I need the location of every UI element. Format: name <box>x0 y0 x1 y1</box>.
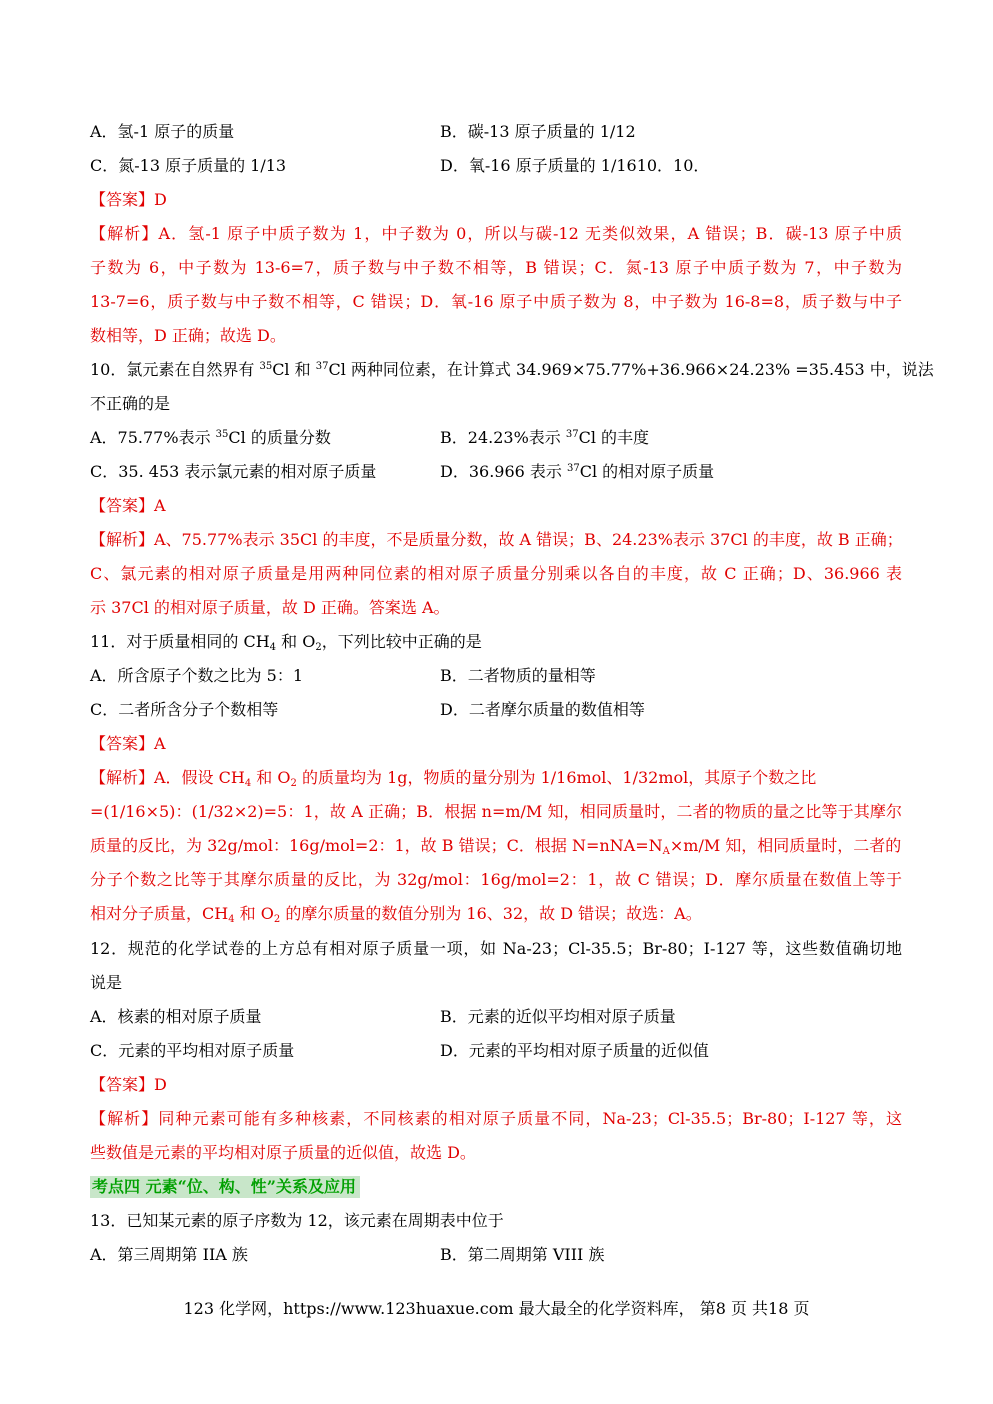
q12-option-b: B．元素的近似平均相对原子质量 <box>440 1007 676 1026</box>
section-heading: 考点四 元素“位、构、性”关系及应用 <box>90 1176 360 1198</box>
q9-option-d: D．氧-16 原子质量的 1/1610．10． <box>440 156 710 175</box>
explanation-text: 和 O <box>234 904 274 923</box>
explanation-text: 的质量均为 1g，物质的量分别为 1/16mol、1/32mol，其原子个数之比 <box>296 768 817 787</box>
q11-stem <box>90 631 902 653</box>
option-text: 的丰度 <box>595 428 650 447</box>
mass-number-35: 35 <box>259 361 273 372</box>
mass-number-35: 35 <box>215 429 229 440</box>
chlorine-symbol: Cl <box>579 462 598 481</box>
q11-stem-text: ，下列比较中正确的是 <box>321 632 482 651</box>
subscript-2: 2 <box>290 778 297 789</box>
q10-option-a <box>90 428 331 447</box>
mass-number-37: 37 <box>315 361 329 372</box>
q9-option-row-2 <box>90 155 902 177</box>
option-text: D．36.966 表示 <box>440 462 567 481</box>
q11-explanation-line-1 <box>90 767 902 789</box>
q12-option-row-2 <box>90 1040 902 1062</box>
q11-option-c: C．二者所含分子个数相等 <box>90 700 279 719</box>
q12-stem-line-2: 说是 <box>90 973 123 992</box>
q12-option-row-1 <box>90 1006 902 1028</box>
q11-explanation-line-4: 分子个数之比等于其摩尔质量的反比，为 32g/mol：16g/mol=2：1，故 C 错误；D．摩尔质量在数值上等于 <box>90 870 902 889</box>
q11-answer: 【答案】A <box>90 734 166 753</box>
q11-option-b: B．二者物质的量相等 <box>440 666 596 685</box>
q10-stem-line-2: 不正确的是 <box>90 394 171 413</box>
q9-option-c: C．氮-13 原子质量的 1/13 <box>90 156 287 175</box>
q9-answer: 【答案】D <box>90 190 167 209</box>
q11-option-row-1 <box>90 665 902 687</box>
option-text: B．24.23%表示 <box>440 428 566 447</box>
q12-option-d: D．元素的平均相对原子质量的近似值 <box>440 1041 709 1060</box>
q11-explanation-line-3 <box>90 835 902 857</box>
q11-explanation-line-5 <box>90 903 902 925</box>
subscript-2: 2 <box>315 642 322 653</box>
option-text: A．75.77%表示 <box>90 428 216 447</box>
subscript-2: 2 <box>273 914 281 925</box>
q12-explanation-line-2: 些数值是元素的平均相对原子质量的近似值，故选 D。 <box>90 1143 476 1162</box>
explanation-text: 相对分子质量，CH <box>90 904 229 923</box>
page-footer: 123 化学网，https://www.123huaxue.com 最大最全的化学资料库， 第8 页 共18 页 <box>183 1299 810 1318</box>
q13-stem: 13．已知某元素的原子序数为 12，该元素在周期表中位于 <box>90 1211 504 1230</box>
q12-option-c: C．元素的平均相对原子质量 <box>90 1041 295 1060</box>
chlorine-symbol: Cl <box>228 428 246 447</box>
q10-option-row-1 <box>90 427 902 449</box>
q9-option-row-1 <box>90 121 902 143</box>
q10-explanation-line-2: C、氯元素的相对原子质量是用两种同位素的相对原子质量分别乘以各自的丰度，故 C 正确；D、36.966 表 <box>90 564 902 583</box>
q12-explanation-line-1: 【解析】同种元素可能有多种核素，不同核素的相对原子质量不同，Na-23；Cl-35.5；Br-80；I-127 等，这 <box>90 1109 902 1128</box>
q11-option-d: D．二者摩尔质量的数值相等 <box>440 700 645 719</box>
subscript-4: 4 <box>269 642 277 653</box>
chlorine-symbol: Cl <box>272 360 290 379</box>
chlorine-symbol: Cl <box>578 428 596 447</box>
q10-answer: 【答案】A <box>90 496 166 515</box>
subscript-4: 4 <box>244 778 252 789</box>
q9-option-a: A．氢-1 原子的质量 <box>90 122 235 141</box>
option-text: 的相对原子质量 <box>597 462 715 481</box>
q12-answer: 【答案】D <box>90 1075 167 1094</box>
q9-option-b: B．碳-13 原子质量的 1/12 <box>440 122 636 141</box>
q10-stem-text: 两种同位素，在计算式 34.969×75.77%+36.966×24.23% =35.453 中，说法 <box>345 360 934 379</box>
q13-option-b: B．第二周期第 VIII 族 <box>440 1245 605 1264</box>
q11-stem-text: 和 O <box>276 632 316 651</box>
mass-number-37: 37 <box>567 463 580 474</box>
q10-stem-text: 和 <box>289 360 316 379</box>
subscript-a: A <box>662 846 670 857</box>
explanation-text: 和 O <box>251 768 291 787</box>
q9-explanation-line-1: 【解析】A．氢-1 原子中质子数为 1，中子数为 0，所以与碳-12 无类似效果，A 错误；B．碳-13 原子中质 <box>90 224 902 243</box>
section-heading-row <box>90 1176 902 1198</box>
q11-stem-text: 11．对于质量相同的 CH <box>90 632 270 651</box>
explanation-text: 【解析】A．假设 CH <box>90 768 245 787</box>
q10-option-row-2 <box>90 461 902 483</box>
q11-option-a: A．所含原子个数之比为 5：1 <box>90 666 304 685</box>
q10-stem-line-1 <box>90 359 934 381</box>
mass-number-37: 37 <box>565 429 579 440</box>
explanation-text: 质量的反比，为 32g/mol：16g/mol=2：1，故 B 错误；C．根据 N=nNA=N <box>90 836 663 855</box>
q13-option-row-1 <box>90 1244 902 1266</box>
q10-explanation-line-1: 【解析】A、75.77%表示 35Cl 的丰度，不是质量分数，故 A 错误；B、24.23%表示 37Cl 的丰度，故 B 正确； <box>90 530 903 549</box>
q13-option-a: A．第三周期第 IIA 族 <box>90 1245 248 1264</box>
q11-explanation-line-2: =(1/16×5)：(1/32×2)=5：1，故 A 正确；B．根据 n=m/M 知，相同质量时，二者的物质的量之比等于其摩尔 <box>90 802 902 821</box>
q9-explanation-line-4: 数相等，D 正确；故选 D。 <box>90 326 286 345</box>
q12-stem-line-1: 12．规范的化学试卷的上方总有相对原子质量一项，如 Na-23；Cl-35.5；Br-80；I-127 等，这些数值确切地 <box>90 939 902 958</box>
q12-option-a: A．核素的相对原子质量 <box>90 1007 262 1026</box>
chlorine-symbol: Cl <box>328 360 346 379</box>
option-text: 的质量分数 <box>245 428 331 447</box>
q11-option-row-2 <box>90 699 902 721</box>
explanation-text: 的摩尔质量的数值分别为 16、32，故 D 错误；故选：A。 <box>280 904 702 923</box>
q9-explanation-line-2: 子数为 6，中子数为 13-6=7，质子数与中子数不相等，B 错误；C．氮-13 原子中质子数为 7，中子数为 <box>90 258 902 277</box>
subscript-4: 4 <box>228 914 235 925</box>
explanation-text: ×m/M 知，相同质量时，二者的 <box>669 836 902 855</box>
q10-stem-text: 10．氯元素在自然界有 <box>90 360 260 379</box>
q10-explanation-line-3: 示 37Cl 的相对原子质量，故 D 正确。答案选 A。 <box>90 598 450 617</box>
q9-explanation-line-3: 13-7=6，质子数与中子数不相等，C 错误；D．氧-16 原子中质子数为 8，中子数为 16-8=8，质子数与中子 <box>90 292 902 311</box>
q10-option-d <box>440 461 714 483</box>
q10-option-c: C．35. 453 表示氯元素的相对原子质量 <box>90 462 377 481</box>
q10-option-b <box>440 427 649 449</box>
